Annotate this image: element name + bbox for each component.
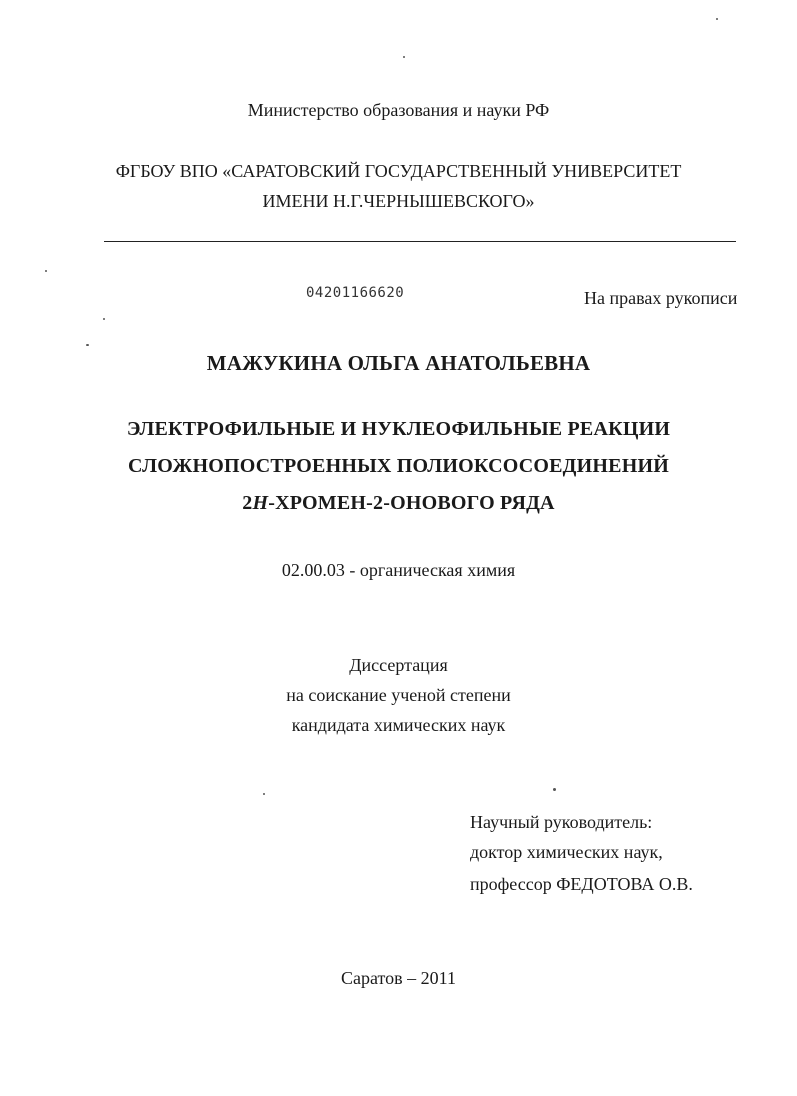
scan-speck (103, 318, 105, 320)
thesis-title-line-1: ЭЛЕКТРОФИЛЬНЫЕ И НУКЛЕОФИЛЬНЫЕ РЕАКЦИИ (126, 418, 671, 440)
scan-speck (553, 788, 556, 791)
city-and-year: Саратов – 2011 (341, 968, 456, 988)
specialty-code: 02.00.03 - органическая химия (281, 560, 516, 580)
ministry-name: Министерство образования и науки РФ (247, 100, 550, 120)
thesis-title-line-3 (0, 492, 797, 515)
supervisor-label: Научный руководитель: (470, 812, 653, 832)
degree-line-2: на соискание ученой степени (286, 685, 511, 705)
supervisor-degree: доктор химических наук, (470, 842, 663, 862)
scan-speck (716, 18, 718, 20)
title-line-3-prefix: 2 (242, 492, 253, 514)
supervisor-name: профессор ФЕДОТОВА О.В. (470, 874, 693, 894)
document-number: 04201166620 (306, 285, 405, 301)
degree-line-3: кандидата химических наук (291, 715, 506, 735)
rights-note: На правах рукописи (584, 288, 738, 308)
degree-line-1: Диссертация (349, 655, 448, 675)
thesis-title-line-2: СЛОЖНОПОСТРОЕННЫХ ПОЛИОКСОСОЕДИНЕНИЙ (128, 455, 669, 477)
scan-speck (403, 56, 405, 58)
scan-speck (86, 344, 89, 346)
scan-speck (263, 793, 265, 795)
university-name-line-2: ИМЕНИ Н.Г.ЧЕРНЫШЕВСКОГО» (262, 191, 535, 211)
header-divider (104, 241, 736, 242)
university-name-line-1: ФГБОУ ВПО «САРАТОВСКИЙ ГОСУДАРСТВЕННЫЙ УНИВЕРСИТЕТ (115, 161, 682, 181)
title-line-3-italic: H (252, 492, 269, 514)
scan-speck (45, 270, 47, 272)
title-line-3-suffix: -ХРОМЕН-2-ОНОВОГО РЯДА (268, 492, 555, 514)
author-name: МАЖУКИНА ОЛЬГА АНАТОЛЬЕВНА (206, 351, 591, 375)
